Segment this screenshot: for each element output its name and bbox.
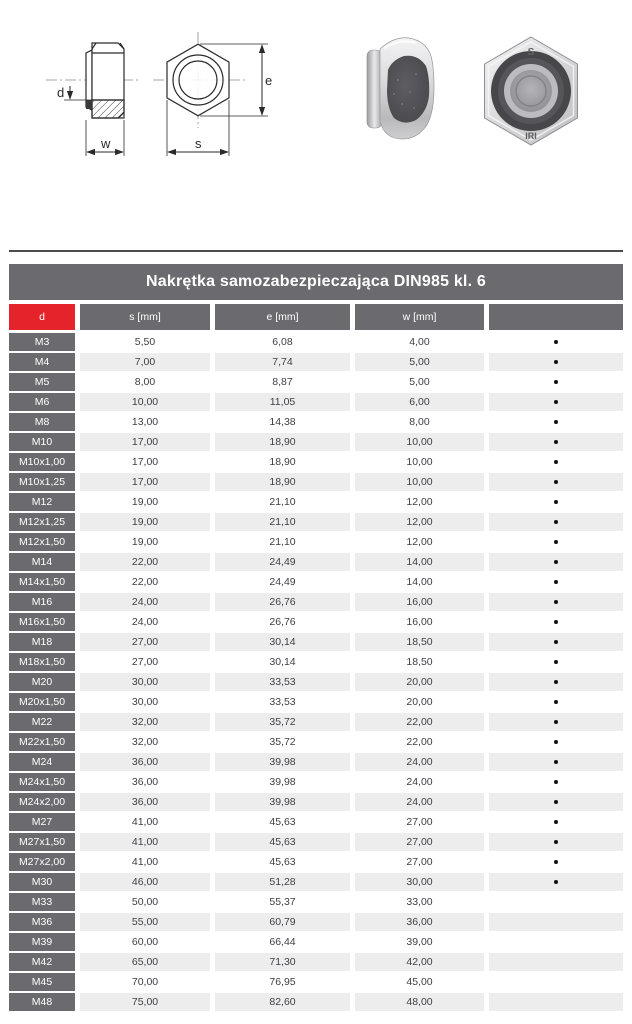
cell-availability: [489, 733, 623, 751]
row-label: M33: [9, 893, 75, 911]
cell-s: 41,00: [80, 853, 210, 871]
column-header-e: e [mm]: [215, 304, 350, 330]
row-label: M10: [9, 433, 75, 451]
table-row: [9, 913, 623, 931]
cell-e: 51,28: [215, 873, 350, 891]
table-row: [9, 733, 623, 751]
cell-s: 50,00: [80, 893, 210, 911]
availability-dot: [554, 460, 558, 464]
cell-s: 19,00: [80, 493, 210, 511]
label-d: d: [57, 85, 65, 100]
availability-dot: [554, 720, 558, 724]
table-row: [9, 873, 623, 891]
drawing-side-view: [46, 43, 138, 118]
row-label: M10x1,00: [9, 453, 75, 471]
availability-dot: [554, 760, 558, 764]
technical-drawing: [38, 22, 273, 167]
row-label: M20: [9, 673, 75, 691]
table-row: [9, 833, 623, 851]
cell-availability: [489, 413, 623, 431]
table-title: Nakrętka samozabezpieczająca DIN985 kl. 6: [9, 264, 623, 300]
table-row: [9, 513, 623, 531]
table-row: [9, 633, 623, 651]
cell-s: 17,00: [80, 433, 210, 451]
cell-e: 33,53: [215, 673, 350, 691]
table-row: [9, 393, 623, 411]
cell-e: 6,08: [215, 333, 350, 351]
table-row: [9, 593, 623, 611]
cell-s: 46,00: [80, 873, 210, 891]
row-label: M24: [9, 753, 75, 771]
cell-e: 60,79: [215, 913, 350, 931]
table-row: [9, 693, 623, 711]
cell-availability: [489, 793, 623, 811]
cell-availability: [489, 333, 623, 351]
cell-w: 27,00: [355, 853, 484, 871]
cell-availability: [489, 833, 623, 851]
cell-e: 76,95: [215, 973, 350, 991]
cell-e: 55,37: [215, 893, 350, 911]
cell-e: 18,90: [215, 453, 350, 471]
cell-e: 21,10: [215, 533, 350, 551]
column-header-d: d: [9, 304, 75, 330]
table-row: [9, 853, 623, 871]
column-header-availability: [489, 304, 623, 330]
table-row: [9, 793, 623, 811]
row-label: M12x1,50: [9, 533, 75, 551]
cell-s: 32,00: [80, 733, 210, 751]
row-label: M12x1,25: [9, 513, 75, 531]
cell-availability: [489, 953, 623, 971]
cell-e: 26,76: [215, 613, 350, 631]
table-row: [9, 333, 623, 351]
table-row: [9, 353, 623, 371]
cell-w: 10,00: [355, 433, 484, 451]
label-s: s: [195, 136, 202, 151]
cell-s: 17,00: [80, 453, 210, 471]
availability-dot: [554, 660, 558, 664]
row-label: M14: [9, 553, 75, 571]
cell-e: 39,98: [215, 753, 350, 771]
cell-availability: [489, 813, 623, 831]
cell-w: 48,00: [355, 993, 484, 1011]
cell-w: 24,00: [355, 793, 484, 811]
row-label: M18: [9, 633, 75, 651]
cell-e: 71,30: [215, 953, 350, 971]
cell-w: 8,00: [355, 413, 484, 431]
cell-availability: [489, 773, 623, 791]
cell-s: 41,00: [80, 813, 210, 831]
table-row: [9, 773, 623, 791]
cell-w: 24,00: [355, 753, 484, 771]
cell-e: 45,63: [215, 833, 350, 851]
cell-availability: [489, 993, 623, 1011]
cell-availability: [489, 893, 623, 911]
cell-availability: [489, 473, 623, 491]
cell-s: 8,00: [80, 373, 210, 391]
cell-s: 65,00: [80, 953, 210, 971]
row-label: M14x1,50: [9, 573, 75, 591]
table-row: [9, 673, 623, 691]
product-photo-side: [364, 34, 436, 144]
cell-availability: [489, 933, 623, 951]
row-label: M16x1,50: [9, 613, 75, 631]
cell-e: 30,14: [215, 653, 350, 671]
cell-w: 10,00: [355, 453, 484, 471]
cell-w: 36,00: [355, 913, 484, 931]
availability-dot: [554, 800, 558, 804]
cell-s: 30,00: [80, 693, 210, 711]
row-label: M12: [9, 493, 75, 511]
table-row: [9, 373, 623, 391]
availability-dot: [554, 480, 558, 484]
cell-w: 12,00: [355, 533, 484, 551]
cell-w: 16,00: [355, 593, 484, 611]
product-photo-top: [484, 34, 580, 150]
table-row: [9, 713, 623, 731]
cell-w: 45,00: [355, 973, 484, 991]
cell-w: 12,00: [355, 493, 484, 511]
cell-s: 22,00: [80, 553, 210, 571]
availability-dot: [554, 740, 558, 744]
cell-w: 22,00: [355, 713, 484, 731]
nut-marking-top: S: [527, 47, 535, 58]
cell-e: 26,76: [215, 593, 350, 611]
availability-dot: [554, 840, 558, 844]
cell-w: 22,00: [355, 733, 484, 751]
cell-s: 36,00: [80, 753, 210, 771]
table-row: [9, 613, 623, 631]
availability-dot: [554, 880, 558, 884]
cell-e: 39,98: [215, 773, 350, 791]
row-label: M16: [9, 593, 75, 611]
cell-availability: [489, 653, 623, 671]
cell-w: 18,50: [355, 633, 484, 651]
cell-availability: [489, 373, 623, 391]
cell-availability: [489, 693, 623, 711]
cell-availability: [489, 873, 623, 891]
availability-dot: [554, 420, 558, 424]
table-row: [9, 933, 623, 951]
nut-marking-bottom: IRI: [525, 131, 537, 141]
row-label: M24x2,00: [9, 793, 75, 811]
table-row: [9, 813, 623, 831]
row-label: M24x1,50: [9, 773, 75, 791]
cell-e: 18,90: [215, 473, 350, 491]
label-w: w: [101, 136, 111, 151]
cell-s: 10,00: [80, 393, 210, 411]
table-row: [9, 893, 623, 911]
cell-e: 39,98: [215, 793, 350, 811]
cell-w: 24,00: [355, 773, 484, 791]
cell-availability: [489, 973, 623, 991]
row-label: M27x1,50: [9, 833, 75, 851]
cell-s: 19,00: [80, 513, 210, 531]
cell-s: 13,00: [80, 413, 210, 431]
availability-dot: [554, 680, 558, 684]
cell-w: 30,00: [355, 873, 484, 891]
availability-dot: [554, 540, 558, 544]
cell-s: 27,00: [80, 633, 210, 651]
availability-dot: [554, 400, 558, 404]
cell-s: 22,00: [80, 573, 210, 591]
cell-s: 70,00: [80, 973, 210, 991]
row-label: M5: [9, 373, 75, 391]
row-label: M20x1,50: [9, 693, 75, 711]
column-header-s: s [mm]: [80, 304, 210, 330]
table-row: [9, 493, 623, 511]
cell-s: 24,00: [80, 613, 210, 631]
row-label: M42: [9, 953, 75, 971]
table-row: [9, 753, 623, 771]
cell-w: 33,00: [355, 893, 484, 911]
cell-w: 27,00: [355, 833, 484, 851]
row-label: M36: [9, 913, 75, 931]
table-header-row: [9, 304, 623, 330]
availability-dot: [554, 560, 558, 564]
cell-s: 24,00: [80, 593, 210, 611]
cell-w: 4,00: [355, 333, 484, 351]
row-label: M22: [9, 713, 75, 731]
row-label: M6: [9, 393, 75, 411]
cell-e: 7,74: [215, 353, 350, 371]
row-label: M45: [9, 973, 75, 991]
row-label: M18x1,50: [9, 653, 75, 671]
availability-dot: [554, 440, 558, 444]
label-e: e: [265, 73, 273, 88]
row-label: M4: [9, 353, 75, 371]
spec-table: [9, 250, 623, 1013]
cell-e: 66,44: [215, 933, 350, 951]
cell-w: 5,00: [355, 373, 484, 391]
cell-s: 27,00: [80, 653, 210, 671]
cell-s: 60,00: [80, 933, 210, 951]
table-row: [9, 953, 623, 971]
table-row: [9, 553, 623, 571]
cell-s: 17,00: [80, 473, 210, 491]
row-label: M3: [9, 333, 75, 351]
cell-e: 35,72: [215, 713, 350, 731]
cell-w: 20,00: [355, 693, 484, 711]
cell-w: 16,00: [355, 613, 484, 631]
row-label: M22x1,50: [9, 733, 75, 751]
availability-dot: [554, 500, 558, 504]
table-row: [9, 453, 623, 471]
table-row: [9, 573, 623, 591]
cell-availability: [489, 533, 623, 551]
cell-availability: [489, 613, 623, 631]
cell-w: 6,00: [355, 393, 484, 411]
row-label: M27x2,00: [9, 853, 75, 871]
availability-dot: [554, 520, 558, 524]
cell-availability: [489, 853, 623, 871]
cell-w: 20,00: [355, 673, 484, 691]
availability-dot: [554, 360, 558, 364]
availability-dot: [554, 860, 558, 864]
cell-s: 19,00: [80, 533, 210, 551]
cell-e: 14,38: [215, 413, 350, 431]
cell-availability: [489, 513, 623, 531]
cell-w: 10,00: [355, 473, 484, 491]
cell-w: 12,00: [355, 513, 484, 531]
table-row: [9, 473, 623, 491]
cell-availability: [489, 753, 623, 771]
table-row: [9, 413, 623, 431]
cell-w: 42,00: [355, 953, 484, 971]
cell-w: 14,00: [355, 553, 484, 571]
row-label: M30: [9, 873, 75, 891]
row-label: M39: [9, 933, 75, 951]
availability-dot: [554, 700, 558, 704]
cell-s: 75,00: [80, 993, 210, 1011]
table-row: [9, 533, 623, 551]
availability-dot: [554, 640, 558, 644]
availability-dot: [554, 580, 558, 584]
cell-availability: [489, 593, 623, 611]
cell-e: 18,90: [215, 433, 350, 451]
row-label: M48: [9, 993, 75, 1011]
cell-availability: [489, 913, 623, 931]
row-label: M8: [9, 413, 75, 431]
cell-availability: [489, 713, 623, 731]
cell-availability: [489, 453, 623, 471]
availability-dot: [554, 340, 558, 344]
cell-w: 27,00: [355, 813, 484, 831]
cell-availability: [489, 573, 623, 591]
table-row: [9, 653, 623, 671]
cell-e: 30,14: [215, 633, 350, 651]
cell-w: 14,00: [355, 573, 484, 591]
cell-s: 41,00: [80, 833, 210, 851]
cell-s: 36,00: [80, 773, 210, 791]
cell-e: 24,49: [215, 553, 350, 571]
table-row: [9, 433, 623, 451]
top-rule: [9, 250, 623, 252]
table-body: [9, 333, 623, 1011]
cell-e: 82,60: [215, 993, 350, 1011]
cell-e: 21,10: [215, 493, 350, 511]
cell-availability: [489, 433, 623, 451]
cell-availability: [489, 353, 623, 371]
cell-e: 24,49: [215, 573, 350, 591]
availability-dot: [554, 600, 558, 604]
availability-dot: [554, 780, 558, 784]
cell-e: 8,87: [215, 373, 350, 391]
cell-availability: [489, 553, 623, 571]
cell-s: 7,00: [80, 353, 210, 371]
availability-dot: [554, 820, 558, 824]
row-label: M27: [9, 813, 75, 831]
cell-e: 21,10: [215, 513, 350, 531]
cell-w: 18,50: [355, 653, 484, 671]
table-row: [9, 993, 623, 1011]
cell-s: 32,00: [80, 713, 210, 731]
cell-availability: [489, 393, 623, 411]
cell-w: 5,00: [355, 353, 484, 371]
row-label: M10x1,25: [9, 473, 75, 491]
availability-dot: [554, 380, 558, 384]
cell-s: 5,50: [80, 333, 210, 351]
cell-e: 45,63: [215, 853, 350, 871]
cell-e: 11,05: [215, 393, 350, 411]
cell-availability: [489, 673, 623, 691]
cell-s: 36,00: [80, 793, 210, 811]
cell-e: 45,63: [215, 813, 350, 831]
cell-e: 33,53: [215, 693, 350, 711]
cell-availability: [489, 633, 623, 651]
table-row: [9, 973, 623, 991]
cell-e: 35,72: [215, 733, 350, 751]
availability-dot: [554, 620, 558, 624]
cell-w: 39,00: [355, 933, 484, 951]
cell-availability: [489, 493, 623, 511]
column-header-w: w [mm]: [355, 304, 484, 330]
cell-s: 30,00: [80, 673, 210, 691]
cell-s: 55,00: [80, 913, 210, 931]
